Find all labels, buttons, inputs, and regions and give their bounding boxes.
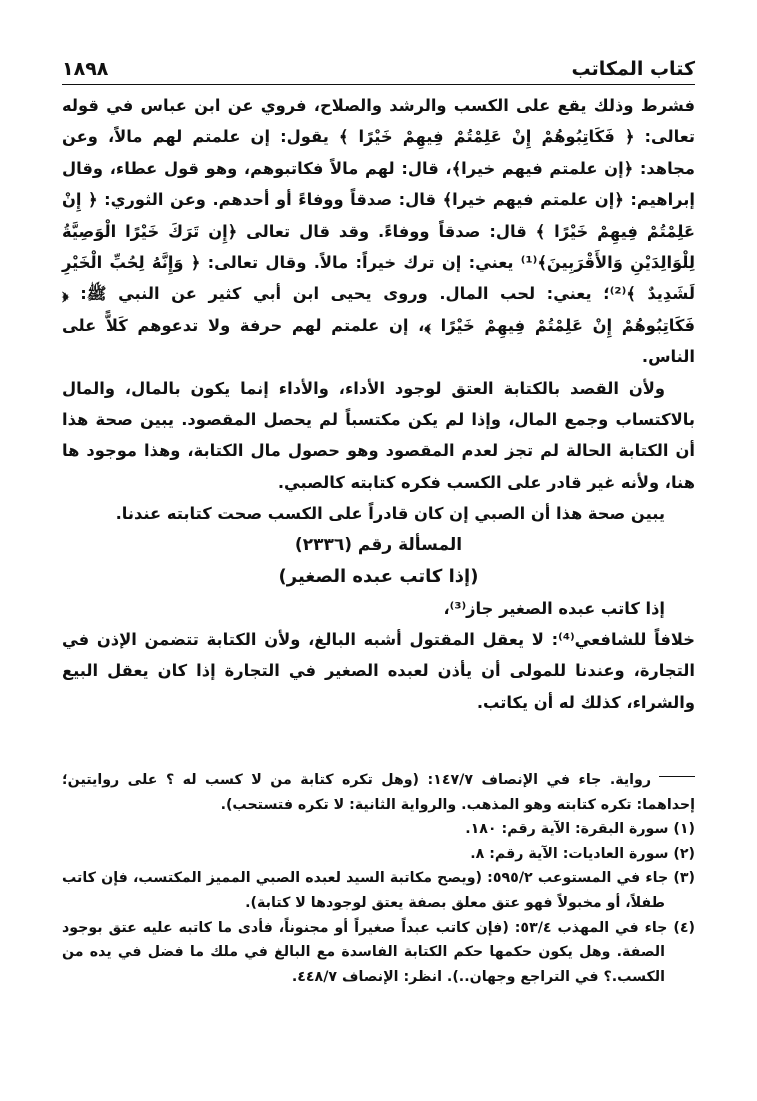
book-title: كتاب المكاتب — [571, 58, 695, 80]
paragraph-4: إذا كاتب عبده الصغير جاز⁽³⁾، — [443, 598, 665, 618]
main-text — [62, 90, 695, 718]
footnote-3: (٣) جاء في المستوعب ٥٩٥/٢: (ويصح مكاتبة السيد لعبده الصبي المميز المكتسب، فإن كاتب طفلاً، أو مخبولاً فهو عتق معلق بصفة يعتق لوجودها لا كتابة). — [62, 870, 695, 911]
footnotes — [62, 768, 695, 989]
paragraph-5: خلافاً للشافعي⁽⁴⁾: لا يعقل المقتول أشبه البالغ، ولأن الكتابة تتضمن الإذن في التجارة، وعندنا للمولى أن يأذن لعبده الصغير في التجارة إذا كان يعقل البيع والشراء، كذلك له أن يكاتب. — [62, 629, 695, 712]
paragraph-2: ولأن القصد بالكتابة العتق لوجود الأداء، والأداء إنما يكون بالمال، والمال بالاكتساب وجمع المال، وإذا لم يكن مكتسباً لم يحصل المقصود. يبين صحة هذا أن الكتابة الحالة لم تجز لعدم المقصود وهو حصول مال الكتابة، وهذا موجود ها هنا، ولأنه غير قادر على الكسب فكره كتابته كالصبي. — [62, 378, 695, 492]
footnote-1: (١) سورة البقرة: الآية رقم: ١٨٠. — [465, 821, 695, 838]
footnote-2: (٢) سورة العاديات: الآية رقم: ٨. — [470, 845, 695, 862]
footnote-4: (٤) جاء في المهذب ٥٣/٤: (فإن كاتب عبداً صغيراً أو مجنوناً، فأدى ما كاتبه عليه عتق بوجود الصفة. وهل يكون حكمها حكم الكتابة الفاسدة مع البالغ في ملك ما فضل في يده من الكسب.؟ في التراجع وجهان..). انظر: الإنصاف ٤٤٨/٧. — [62, 919, 695, 985]
footnote-continuation: رواية. جاء في الإنصاف ١٤٧/٧: (وهل تكره كتابة من لا كسب له ؟ على روايتين؛ إحداهما: تكره كتابته وهو المذهب. والرواية الثانية: لا تكره فتستحب). — [62, 772, 695, 813]
paragraph-3: يبين صحة هذا أن الصبي إن كان قادراً على الكسب صحت كتابته عندنا. — [115, 504, 665, 524]
page-header — [62, 50, 695, 80]
paragraph-1: فشرط وذلك يقع على الكسب والرشد والصلاح، فروي عن ابن عباس في قوله تعالى: ﴿ فَكَاتِبُوهُمْ إِنْ عَلِمْتُمْ فِيهِمْ خَيْرًا ﴾ يقول: إن علمتم لهم مالاً، وعن مجاهد: ﴿إن علمتم فيهم خيرا﴾، قال: لهم مالاً فكاتبوهم، وهو قول عطاء، وقال إبراهيم: ﴿إن علمتم فيهم خيرا﴾ قال: صدقاً ووفاءً أو أحدهم. وعن الثوري: ﴿ إِنْ عَلِمْتُمْ فِيهِمْ خَيْرًا ﴾ قال: صدقاً ووفاءً. وقد قال تعالى ﴿إِن تَرَكَ خَيْرًا الْوَصِيَّةُ لِلْوَالِدَيْنِ وَالأَقْرَبِينَ﴾⁽¹⁾ يعني: إن ترك خيراً: مالاً. وقال تعالى: ﴿ وَإِنَّهُ لِحُبِّ الْخَيْرِ لَشَدِيدٌ ﴾⁽²⁾؛ يعني: لحب المال. وروى يحيى ابن أبي كثير عن النبي ﷺ: ﴿ فَكَاتِبُوهُمْ إِنْ عَلِمْتُمْ فِيهِمْ خَيْرًا ﴾، إن علمتم لهم حرفة ولا تدعوهم كَلاًّ على الناس. — [62, 96, 695, 367]
header-divider — [62, 84, 695, 85]
issue-heading: المسألة رقم (٢٣٣٦) — [294, 534, 463, 555]
issue-subheading: (إذا كاتب عبده الصغير) — [278, 566, 479, 588]
page-number: ١٨٩٨ — [62, 58, 109, 80]
